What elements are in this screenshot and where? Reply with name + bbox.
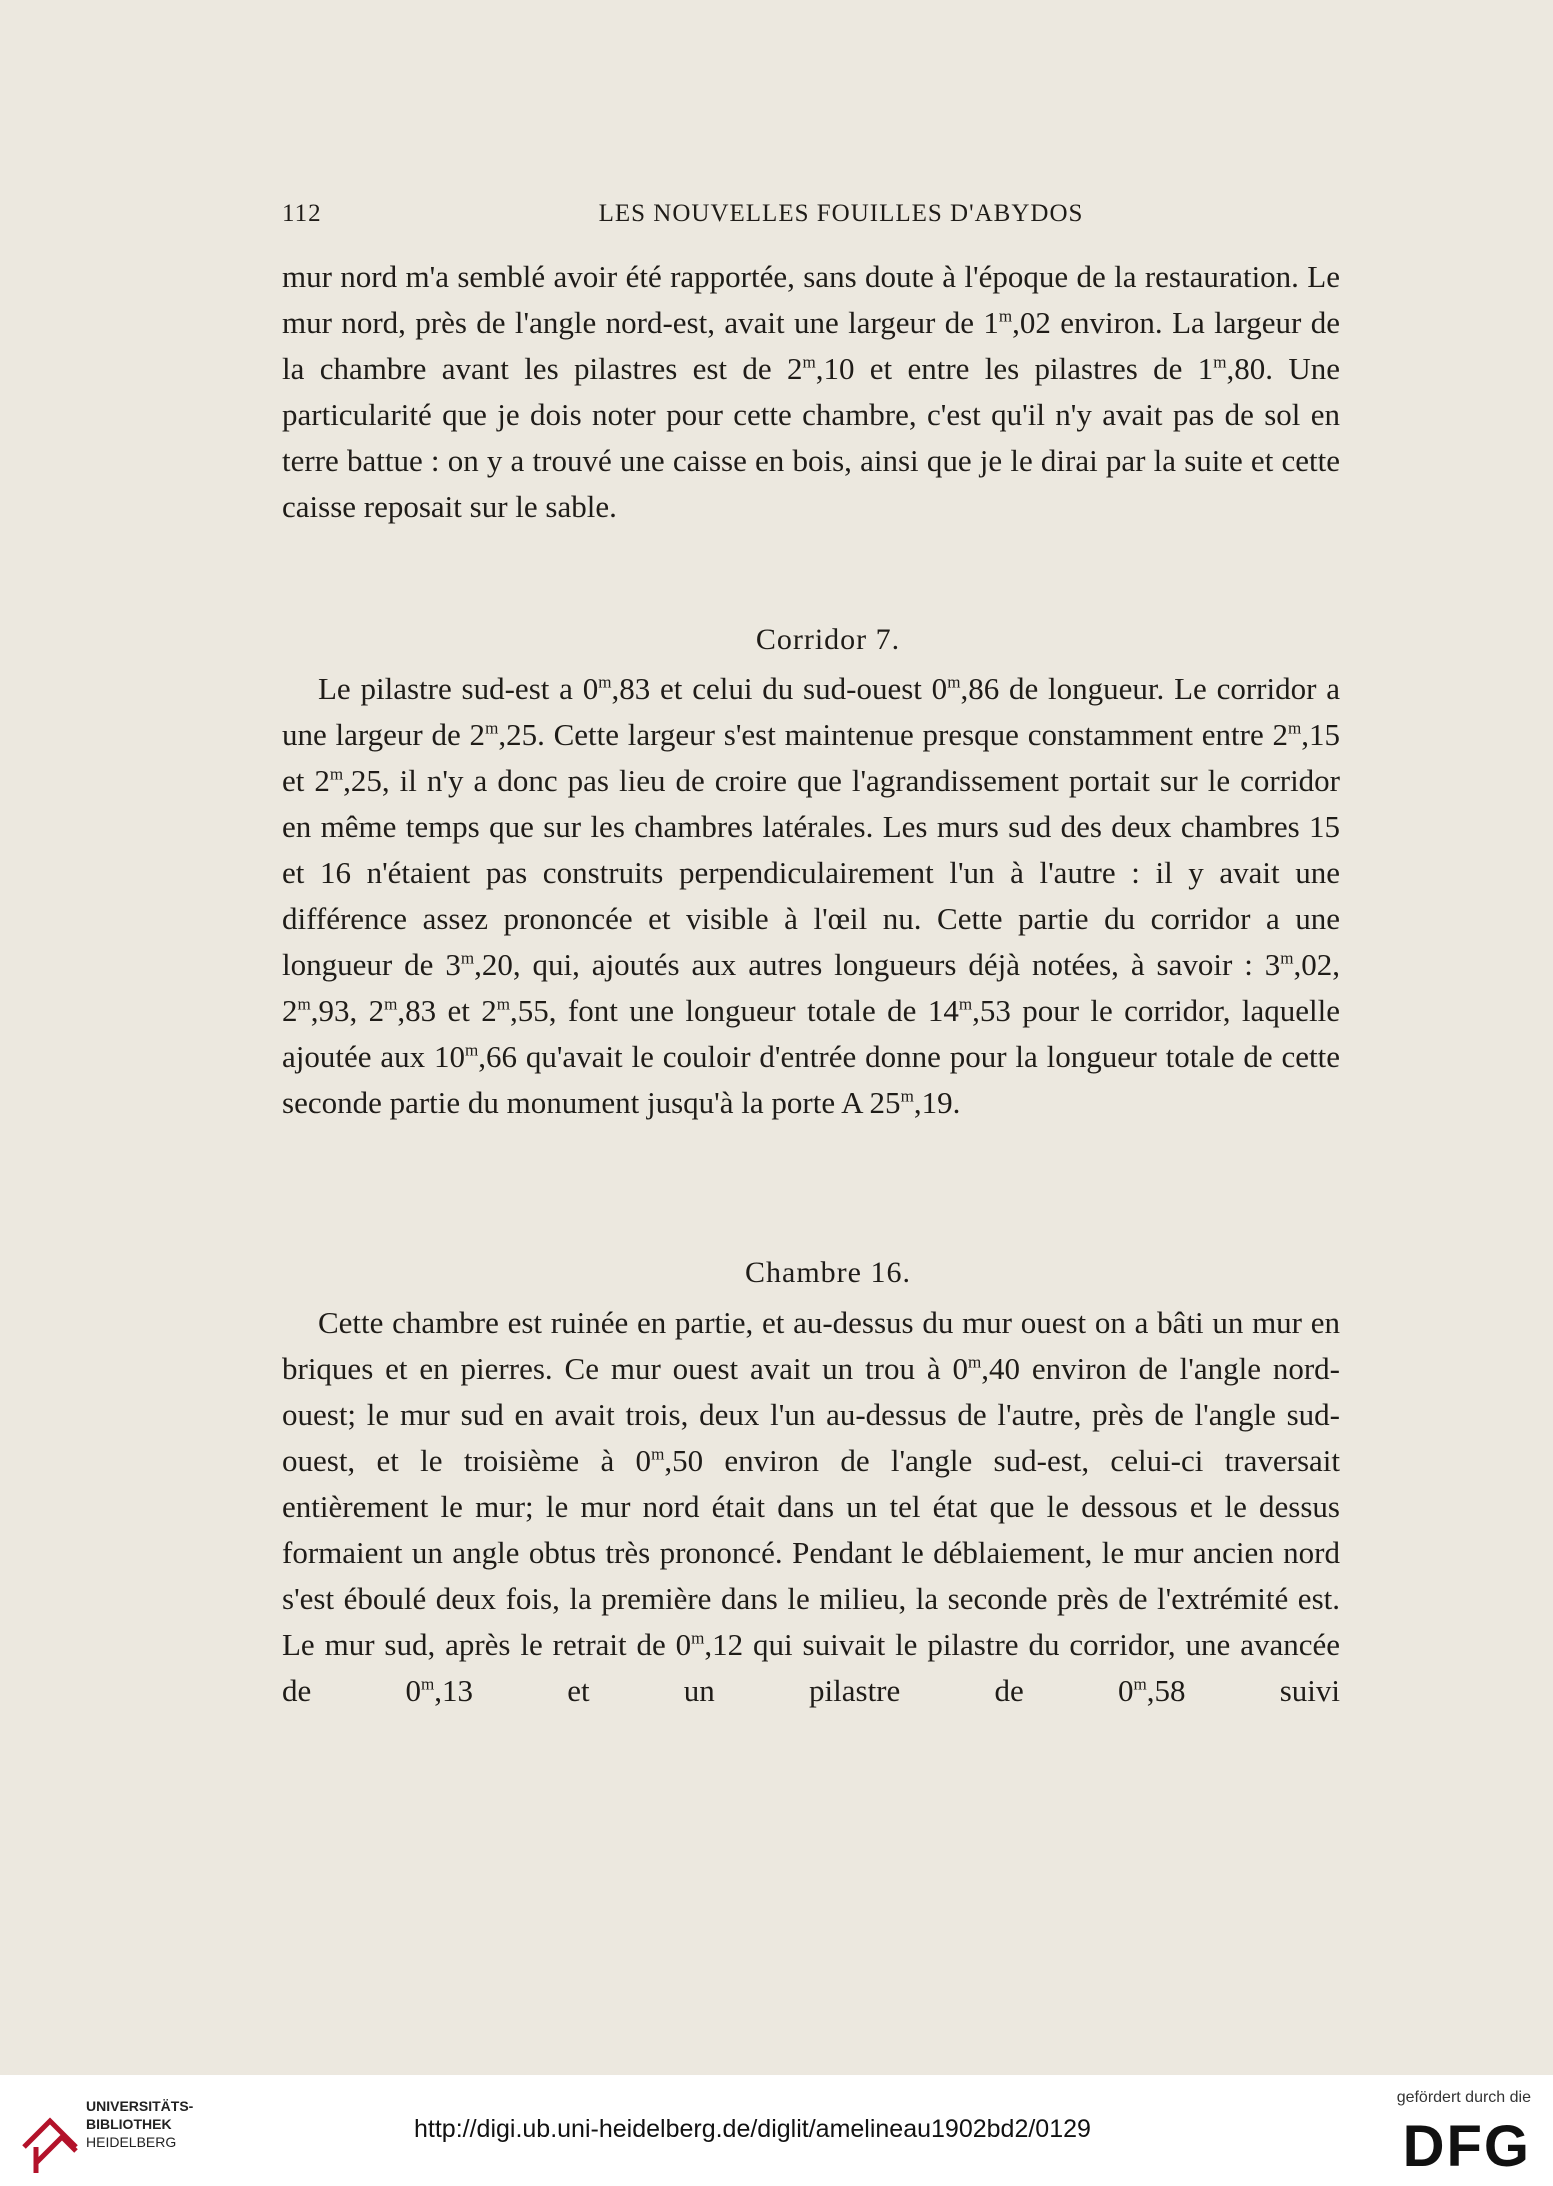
- meter-superscript: m: [420, 1674, 435, 1694]
- meter-superscript: m: [460, 948, 475, 968]
- meter-superscript: m: [1133, 1674, 1147, 1694]
- paragraph-2-text: Le pilastre sud-est a 0$^m$,83 et celui du sud-ouest 0$^m$,86 de longueur. Le corridor a une largeur de 2$^m$,25. Cette largeur s'est maintenue presque constamment entre 2$^m$,15 et 2$^m$,25, il n'y a donc pas lieu de croire que l'agrandissement portait sur le corridor en même temps que sur les chambres latérales. Les murs sud des deux chambres 15 et 16 n'étaient pas construits perpendiculairement l'un à l'autre : il y avait une différence assez prononcée et visible à l'œil nu. Cette partie du corridor a une longueur de 3$^m$,20, qui, ajoutés aux autres longueurs déjà notées, à savoir : 3$^m$,02, 2$^m$,93, 2$^m$,83 et 2$^m$,55, font une longueur totale de 14$^m$,53 pour le corridor, laquelle ajoutée aux 10$^m$,66 qu'avait le couloir d'entrée donne pour la longueur totale de cette seconde partie du monument jusqu'à la porte A 25$^m$,19.: [282, 671, 1341, 1120]
- meter-superscript: m: [485, 718, 499, 738]
- heading-text: Corridor 7.: [755, 623, 901, 656]
- paragraph-1: [282, 254, 1340, 530]
- meter-superscript: m: [1280, 948, 1294, 968]
- meter-superscript: m: [1288, 718, 1302, 738]
- meter-superscript: m: [947, 672, 961, 692]
- paragraph-3-text: Cette chambre est ruinée en partie, et au-dessus du mur ouest on a bâti un mur en briques et en pierres. Ce mur ouest avait un trou à 0$^m$,40 environ de l'angle nord-ouest; le mur sud en avait trois, deux l'un au-dessus de l'autre, près de l'angle sud-ouest, et le troisième à 0$^m$,50 environ de l'angle sud-est, celui-ci traversait entièrement le mur; le mur nord était dans un tel état que le dessous et le dessus formaient un angle obtus très prononcé. Pendant le déblaiement, le mur ancien nord s'est éboulé deux fois, la première dans le milieu, la seconde près de l'extrémité est. Le mur sud, après le retrait de 0$^m$,12 qui suivait le pilastre du corridor, une avancée de 0$^m$,13 et un pilastre de 0$^m$,58 suivi: [282, 1305, 1341, 1708]
- meter-superscript: m: [998, 306, 1013, 326]
- library-name: [86, 2097, 193, 2151]
- meter-superscript: m: [651, 1444, 665, 1464]
- page-number: 112: [282, 200, 322, 227]
- meter-superscript: m: [900, 1086, 914, 1106]
- meter-superscript: m: [958, 994, 973, 1014]
- section-heading-chambre: [282, 1256, 1340, 1290]
- library-name-line: UNIVERSITÄTS-: [86, 2098, 194, 2114]
- digitization-footer: [0, 2075, 1553, 2186]
- paragraph-2: [282, 666, 1340, 1126]
- paragraph-1-text: mur nord m'a semblé avoir été rapportée, sans doute à l'époque de la restauration. Le mur nord, près de l'angle nord-est, avait une largeur de 1$^m$,02 environ. La largeur de la chambre avant les pilastres est de 2$^m$,10 et entre les pilastres de 1$^m$,80. Une particularité que je dois noter pour cette chambre, c'est qu'il n'y avait pas de sol en terre battue : on y a trouvé une caisse en bois, ainsi que je le dirai par la suite et cette caisse reposait sur le sable.: [282, 259, 1340, 524]
- dfg-logo: DFG: [1402, 2114, 1531, 2179]
- meter-superscript: m: [496, 994, 511, 1014]
- heading-text: Chambre 16.: [745, 1256, 911, 1289]
- permalink[interactable]: http://digi.ub.uni-heidelberg.de/diglit/amelineau1902bd2/0129: [414, 2115, 1091, 2143]
- running-title: LES NOUVELLES FOUILLES D'ABYDOS: [598, 200, 1084, 227]
- meter-superscript: m: [598, 672, 612, 692]
- library-name-line: BIBLIOTHEK: [86, 2116, 172, 2132]
- section-heading-corridor: [282, 623, 1340, 657]
- running-header: [282, 200, 1340, 236]
- meter-superscript: m: [1213, 352, 1227, 372]
- meter-superscript: m: [297, 994, 311, 1014]
- paragraph-3: [282, 1300, 1340, 1714]
- meter-superscript: m: [691, 1628, 705, 1648]
- meter-superscript: m: [329, 764, 344, 784]
- meter-superscript: m: [464, 1040, 479, 1060]
- meter-superscript: m: [802, 352, 816, 372]
- funding-note: gefördert durch die: [1396, 2089, 1531, 2106]
- meter-superscript: m: [384, 994, 398, 1014]
- meter-superscript: m: [968, 1352, 982, 1372]
- library-name-line: HEIDELBERG: [86, 2134, 177, 2150]
